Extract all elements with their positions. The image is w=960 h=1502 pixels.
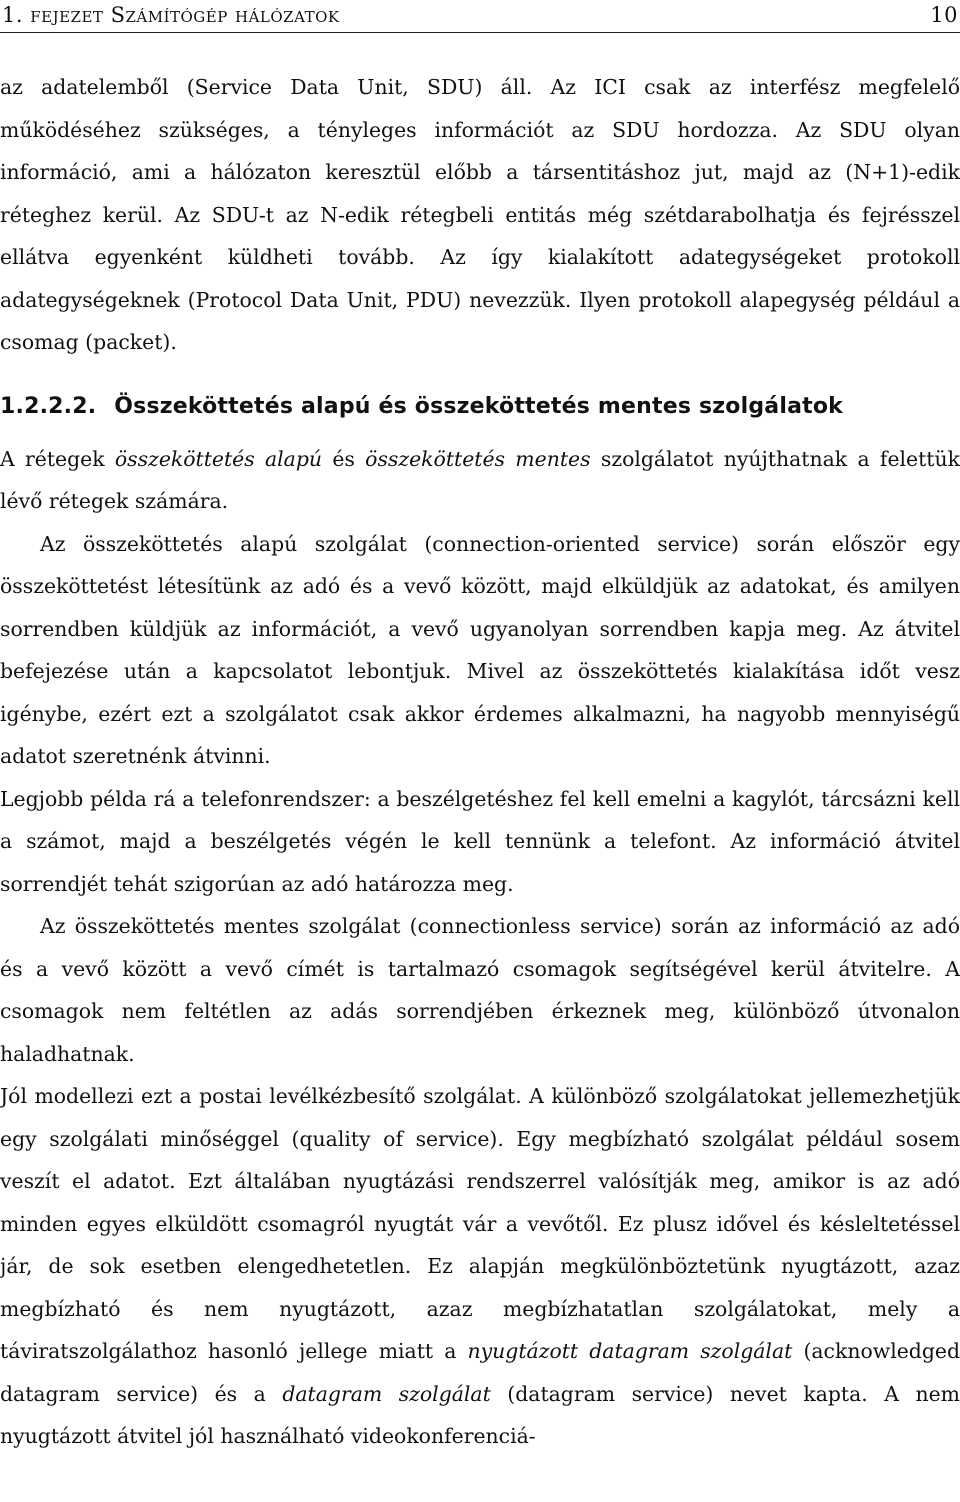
section-number: 1.2.2.2. bbox=[0, 393, 97, 419]
paragraph-6 bbox=[0, 1075, 960, 1458]
paragraph-4: Legjobb példa rá a telefonrendszer: a beszélgetéshez fel kell emelni a kagylót, tárcsázni kell a számot, majd a beszélgetés végén le kell tennünk a telefont. Az információ átvitel sorrendjét tehát szigorúan az adó határozza meg. bbox=[0, 786, 960, 896]
running-header bbox=[0, 0, 960, 33]
chapter-title: 1. fejezet Számítógép hálózatok bbox=[2, 3, 340, 27]
page-number: 10 bbox=[930, 3, 958, 27]
term-datagram-service: datagram szolgálat bbox=[282, 1381, 491, 1406]
paragraph-6-text-a: Jól modellezi ezt a postai levélkézbesítő szolgálat. A különböző szolgálatokat jellemezhetjük egy szolgálati minőséggel (quality of service). Egy megbízható szolgálat például sosem veszít el adatot. Ezt általában nyugtázási rendszerrel valósítják meg, amikor is az adó minden egyes elküldött csomagról nyugtát vár a vevőtől. Ez plusz idővel és késleltetéssel jár, de sok esetben elengedhetetlen. Ez alapján megkülönböztetünk nyugtázott, azaz megbízható és nem nyugtázott, azaz megbízhatatlan szolgálatokat, mely a táviratszolgálathoz hasonló jellege miatt a bbox=[0, 1084, 960, 1363]
paragraph-5: Az összeköttetés mentes szolgálat (connectionless service) során az információ az adó és a vevő között a vevő címét is tartalmazó csomagok segítségével kerül átvitelre. A csomagok nem feltétlen az adás sorrendjében érkeznek meg, különböző útvonalon haladhatnak. bbox=[0, 914, 960, 1066]
body-text bbox=[0, 66, 960, 1458]
term-acknowledged-datagram: nyugtázott datagram szolgálat bbox=[467, 1339, 793, 1363]
section-title: Összeköttetés alapú és összeköttetés mentes szolgálatok bbox=[114, 393, 843, 419]
paragraph-1: az adatelemből (Service Data Unit, SDU) áll. Az ICI csak az interfész megfelelő működéséhez szükséges, a tényleges információt az SDU hordozza. Az SDU olyan információ, ami a hálózaton keresztül előbb a társentitáshoz jut, majd az (N+1)-edik réteghez kerül. Az SDU-t az N-edik rétegbeli entitás még szétdarabolhatja és fejrésszel ellátva egyenként küldheti tovább. Az így kialakított adategységeket protokoll adategységeknek (Protocol Data Unit, PDU) nevezzük. Ilyen protokoll alapegység például a csomag (packet). bbox=[0, 75, 960, 354]
paragraph-3: Az összeköttetés alapú szolgálat (connection-oriented service) során először egy összeköttetést létesítünk az adó és a vevő között, majd elküldjük az adatokat, és amilyen sorrendben küldjük az információt, a vevő ugyanolyan sorrendben kapja meg. Az átvitel befejezése után a kapcsolatot lebontjuk. Mivel az összeköttetés kialakítása időt vesz igénybe, ezért ezt a szolgálatot csak akkor érdemes alkalmazni, ha nagyobb mennyiségű adatot szeretnénk átvinni. bbox=[0, 531, 960, 768]
paragraph-2-text-a: A rétegek bbox=[0, 446, 115, 471]
term-connection-oriented: összeköttetés alapú bbox=[114, 446, 323, 471]
paragraph-6-text-e: (datagram service) nevet kapta. A nem nyugtázott átvitel jól használható videokonferenciá- bbox=[0, 1381, 960, 1448]
paragraph-6-text-c: (acknowledged datagram service) és a bbox=[0, 1339, 960, 1406]
paragraph-2 bbox=[0, 438, 960, 523]
section-body bbox=[0, 438, 960, 1458]
paragraph-2-text-e: szolgálatot nyújthatnak a felettük lévő rétegek számára. bbox=[0, 446, 960, 513]
section-heading bbox=[0, 384, 960, 430]
paragraph-2-text-c: és bbox=[322, 446, 366, 471]
term-connectionless: összeköttetés mentes bbox=[365, 446, 591, 471]
